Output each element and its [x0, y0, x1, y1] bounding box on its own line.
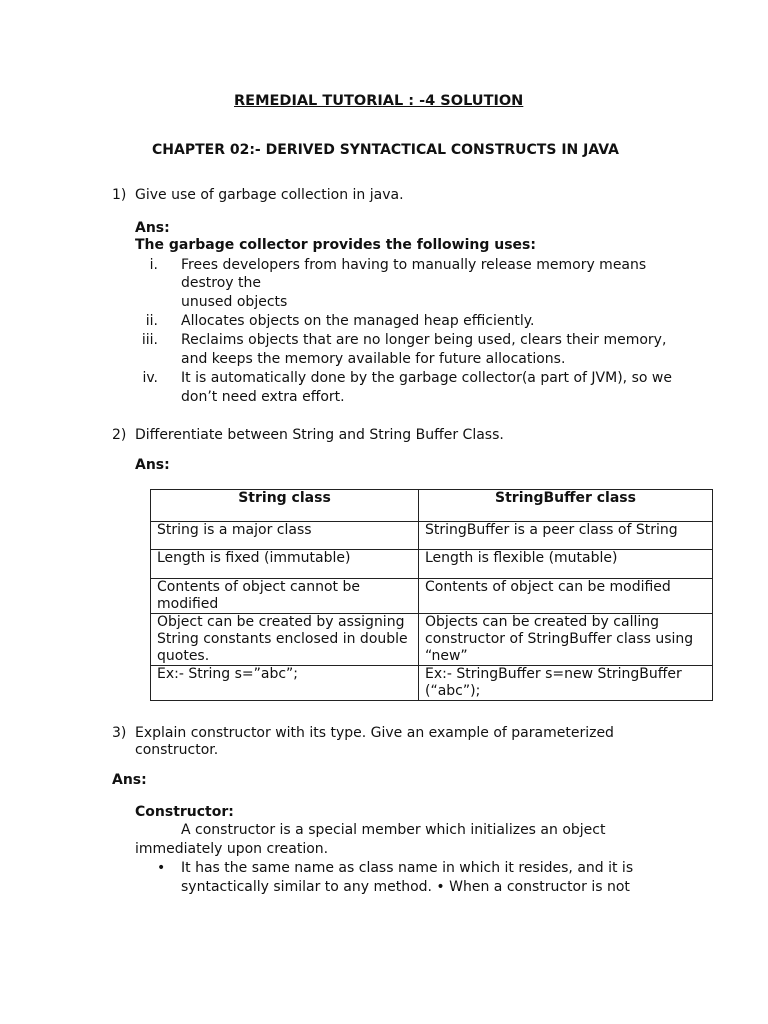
list-item-text: destroy the: [181, 275, 262, 291]
table-cell: StringBuffer is a peer class of String: [419, 522, 713, 550]
bullet-text: syntactically similar to any method. • When a constructor is not: [181, 879, 630, 895]
list-item-number: iii.: [141, 332, 158, 348]
table-cell: String is a major class: [151, 522, 419, 550]
table-row: [151, 522, 713, 550]
answer-3-label: Ans:: [112, 772, 147, 788]
question-2-text: Differentiate between String and String Buffer Class.: [135, 427, 504, 443]
table-header-row: [151, 490, 713, 522]
bullet-text: It has the same name as class name in which it resides, and it is: [181, 860, 634, 876]
table-cell: Ex:- String s=”abc”;: [151, 666, 419, 701]
table-row: [151, 666, 713, 701]
question-2-number: 2): [112, 427, 127, 443]
question-3-text: Explain constructor with its type. Give an example of parameterized: [135, 725, 614, 741]
table-cell: Objects can be created by calling constructor of StringBuffer class using “new”: [419, 614, 713, 666]
table-row: [151, 614, 713, 666]
constructor-heading: Constructor:: [135, 804, 234, 820]
answer-1-label: Ans:: [135, 220, 170, 236]
list-item-text: It is automatically done by the garbage collector(a part of JVM), so we: [181, 370, 672, 386]
table-header-cell: String class: [151, 490, 419, 522]
table-header-cell: StringBuffer class: [419, 490, 713, 522]
table-cell: Object can be created by assigning String constants enclosed in double quotes.: [151, 614, 419, 666]
list-item-text: and keeps the memory available for future allocations.: [181, 351, 566, 367]
list-item-text: Allocates objects on the managed heap efficiently.: [181, 313, 535, 329]
table-cell: Length is flexible (mutable): [419, 550, 713, 579]
table-row: [151, 550, 713, 579]
table-cell: Ex:- StringBuffer s=new StringBuffer (“abc”);: [419, 666, 713, 701]
table-cell: Contents of object cannot be modified: [151, 579, 419, 614]
chapter-heading: CHAPTER 02:- DERIVED SYNTACTICAL CONSTRUCTS IN JAVA: [152, 142, 619, 158]
constructor-paragraph: immediately upon creation.: [135, 841, 329, 857]
question-3-text: constructor.: [135, 742, 219, 758]
answer-1-intro: The garbage collector provides the following uses:: [135, 237, 536, 253]
list-item-text: unused objects: [181, 294, 288, 310]
table-row: [151, 579, 713, 614]
answer-2-label: Ans:: [135, 457, 170, 473]
comparison-table: [150, 489, 713, 701]
list-item-number: iv.: [142, 370, 158, 386]
list-item-number: i.: [149, 257, 158, 273]
question-1-number: 1): [112, 187, 127, 203]
page-title: REMEDIAL TUTORIAL : -4 SOLUTION: [234, 93, 524, 109]
constructor-paragraph: A constructor is a special member which initializes an object: [181, 822, 606, 838]
list-item-text: Reclaims objects that are no longer being used, clears their memory,: [181, 332, 667, 348]
table-cell: Contents of object can be modified: [419, 579, 713, 614]
list-item-text: don’t need extra effort.: [181, 389, 345, 405]
bullet-icon: •: [157, 860, 166, 876]
question-3-number: 3): [112, 725, 127, 741]
list-item-number: ii.: [145, 313, 158, 329]
table-cell: Length is fixed (immutable): [151, 550, 419, 579]
list-item-text: Frees developers from having to manually release memory means: [181, 257, 647, 273]
question-1-text: Give use of garbage collection in java.: [135, 187, 404, 203]
